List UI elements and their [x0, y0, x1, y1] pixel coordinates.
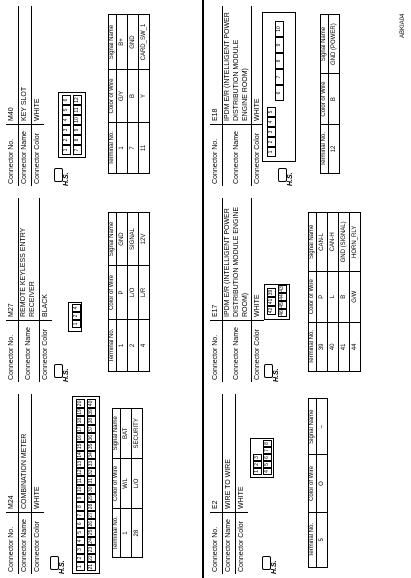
signal-table-e17	[308, 212, 361, 372]
label-connector-color: Connector Color	[252, 320, 264, 382]
connector-pin: 12	[73, 95, 82, 105]
signal-table-m40	[108, 14, 150, 174]
connector-pin: 19	[77, 409, 83, 415]
connector-pin: 46	[279, 310, 285, 316]
wire-color-cell: W/L	[121, 458, 132, 509]
connector-pin: 34	[88, 452, 94, 458]
connector-pin: 5	[267, 107, 276, 117]
signal-cell: HORN_RLY	[350, 213, 361, 272]
connector-header-m27	[6, 198, 52, 382]
connector-name-value: KEY SLOT	[21, 86, 28, 121]
connector-pin: 16	[77, 435, 83, 441]
connector-pin: 13	[77, 460, 83, 467]
label-connector-color: Connector Color	[40, 320, 52, 382]
connector-color-value: WHITE	[34, 486, 41, 509]
hs-symbol	[54, 166, 70, 186]
connector-pin: 18	[77, 417, 83, 424]
connector-name-value: COMBINATION METER	[21, 433, 28, 509]
connector-pin: 9	[73, 125, 82, 135]
col-terminal-no: Terminal No.	[109, 319, 117, 371]
wire-color-cell: O	[317, 455, 328, 512]
label-connector-no: Connector No.	[210, 320, 222, 382]
connector-name-value: IPDM E/R (INTELLIGENT POWER DISTRIBUTION MODULE ENGINE ROOM)	[224, 12, 249, 121]
connector-pin: 12	[77, 469, 83, 475]
figure-code: ABKIA04	[400, 13, 406, 38]
hs-symbol	[54, 362, 70, 382]
table-row	[121, 409, 132, 558]
connector-no-value: E17	[212, 304, 219, 317]
connector-pin: 30	[88, 486, 94, 493]
connector-pin: 9	[275, 37, 284, 53]
connector-pin: 22	[88, 555, 94, 561]
label-connector-color: Connector Color	[32, 124, 44, 186]
connector-pin: 3	[62, 125, 71, 135]
wire-color-cell: L/O	[128, 266, 139, 320]
terminal-cell: 40	[328, 322, 339, 371]
label-connector-name: Connector Name	[19, 512, 31, 574]
signal-cell: GND	[128, 15, 139, 70]
terminal-cell: 1	[117, 122, 128, 173]
label-connector-name: Connector Name	[223, 512, 235, 574]
label-connector-name: Connector Name	[223, 320, 251, 382]
signal-cell: –	[317, 399, 328, 455]
connector-pin: 24	[88, 538, 94, 544]
hs-label: H.S.	[63, 368, 70, 382]
wire-color-cell: B	[339, 271, 350, 322]
connector-pin: 42	[268, 307, 274, 314]
signal-cell: GND (SIGNAL)	[339, 213, 350, 272]
connector-pin: 40	[88, 400, 94, 407]
connector-pin: 25	[88, 529, 94, 536]
label-connector-no: Connector No.	[6, 124, 18, 186]
wire-color-cell: G/Y	[117, 70, 128, 123]
col-terminal-no: Terminal No.	[309, 322, 317, 371]
hs-symbol	[50, 554, 66, 574]
wire-color-cell: P	[317, 271, 328, 322]
connector-pin: 41	[268, 298, 274, 305]
wire-color-cell: L/O	[132, 458, 143, 509]
connector-pin: 7	[275, 69, 284, 85]
connector-pin: 37	[88, 426, 94, 432]
signal-cell: BAT	[121, 409, 132, 459]
connector-header-m40	[6, 6, 44, 186]
terminal-cell: 1	[117, 319, 128, 371]
connector-pin: 4	[263, 468, 272, 475]
connector-pin: 11	[73, 105, 82, 115]
connector-color-value: WHITE	[254, 294, 261, 317]
connector-pin: 5	[76, 528, 85, 537]
connector-pin: 28	[88, 503, 94, 510]
col-color-of-wire: Color of Wire	[309, 455, 317, 512]
connector-pin: 8	[275, 53, 284, 69]
connector-pin: 1	[267, 147, 276, 157]
col-color-of-wire: Color of Wire	[309, 271, 317, 322]
connector-no-value: E2	[212, 500, 219, 509]
hs-symbol	[278, 166, 294, 186]
table-row	[117, 213, 128, 372]
connector-pin: 1	[76, 562, 85, 571]
connector-pin: 2	[62, 135, 71, 145]
terminal-cell: 1	[121, 509, 132, 558]
connector-pin: 6	[275, 85, 284, 101]
connector-pin: 21	[88, 563, 94, 570]
signal-table-m27	[108, 212, 150, 372]
connector-pin: 10	[77, 486, 83, 493]
wire-color-cell: L/R	[139, 266, 150, 320]
connector-header-m24	[6, 394, 44, 574]
hs-label: H.S.	[273, 368, 280, 382]
connector-pin: 44	[279, 294, 285, 300]
connector-pin: 5	[263, 461, 272, 468]
connector-color-value: WHITE	[34, 98, 41, 121]
col-terminal-no: Terminal No.	[309, 512, 317, 567]
connector-pin: 38	[88, 417, 94, 424]
signal-cell: CAN-L	[317, 213, 328, 272]
connector-pin: 2	[72, 312, 81, 320]
connector-pin: 1	[253, 468, 262, 475]
connector-face-m27	[68, 302, 82, 332]
signal-cell: CARD_SW_1	[139, 15, 150, 70]
connector-pin: 35	[88, 443, 94, 450]
table-row	[139, 15, 150, 174]
connector-pin: 3	[267, 127, 276, 137]
connector-pin: 45	[279, 302, 285, 308]
connector-name-value: WIRE TO WIRE	[225, 459, 232, 509]
hs-symbol	[264, 362, 280, 382]
connector-pin: 4	[267, 117, 276, 127]
terminal-cell: 7	[128, 122, 139, 173]
label-connector-no: Connector No.	[6, 320, 18, 382]
terminal-cell: 5	[317, 512, 328, 567]
connector-pin: 8	[73, 135, 82, 145]
terminal-cell: 12	[329, 124, 340, 173]
connector-pin: 11	[77, 478, 83, 484]
wire-color-cell: Y	[139, 70, 150, 123]
col-color-of-wire: Color of Wire	[109, 266, 117, 320]
connector-no-value: E18	[212, 108, 219, 121]
connector-pin: 2	[76, 554, 85, 563]
label-connector-color: Connector Color	[236, 512, 248, 574]
connector-pin: 43	[279, 286, 285, 292]
signal-cell: GND	[117, 213, 128, 266]
col-terminal-no: Terminal No.	[109, 122, 117, 173]
connector-header-e2	[210, 394, 248, 574]
label-connector-name: Connector Name	[19, 124, 31, 186]
hs-label: H.S.	[287, 172, 294, 186]
terminal-cell: 4	[139, 319, 150, 371]
connector-pin: 36	[88, 435, 94, 441]
terminal-cell: 28	[132, 509, 143, 558]
connector-no-value: M24	[8, 495, 15, 509]
connector-name-value: REMOTE KEYLESS ENTRY RECEIVER	[20, 227, 36, 317]
connector-header-e18	[210, 6, 264, 186]
connector-pin: 27	[88, 512, 94, 518]
connector-pin: 3	[76, 545, 85, 554]
connector-pin: 5	[62, 105, 71, 115]
signal-cell: 12V	[139, 213, 150, 266]
col-color-of-wire: Color of Wire	[113, 458, 121, 509]
connector-pin: 7	[76, 511, 85, 520]
hs-label: H.S.	[59, 560, 66, 574]
connector-name-value: IPDM E/R (INTELLIGENT POWER DISTRIBUTION MODULE ENGINE ROOM)	[224, 206, 249, 317]
col-signal-name: Signal Name	[109, 213, 117, 266]
col-signal-name: Signal Name	[309, 213, 317, 272]
col-signal-name: Signal Name	[321, 15, 329, 74]
signal-table-e18	[320, 14, 340, 174]
connector-face-e18	[262, 12, 296, 162]
connector-pin: 14	[77, 452, 83, 458]
connector-pin: 32	[88, 469, 94, 475]
signal-table-m24	[112, 408, 143, 558]
table-row	[328, 213, 339, 372]
table-row	[350, 213, 361, 372]
connector-pin: 10	[73, 115, 82, 125]
table-row	[317, 399, 328, 568]
hs-label: H.S.	[271, 560, 278, 574]
table-row	[317, 213, 328, 372]
col-signal-name: Signal Name	[309, 399, 317, 455]
wire-color-cell: L	[328, 271, 339, 322]
connector-pin: 8	[76, 502, 85, 511]
signal-cell: CAN-H	[328, 213, 339, 272]
connector-pin: 9	[76, 494, 85, 503]
col-signal-name: Signal Name	[113, 409, 121, 459]
connector-color-value: WHITE	[254, 98, 261, 121]
table-row	[117, 15, 128, 174]
col-color-of-wire: Color of Wire	[321, 74, 329, 125]
connector-pin: 6	[62, 95, 71, 105]
connector-pin: 23	[88, 546, 94, 553]
table-row	[139, 213, 150, 372]
connector-pin: 1	[62, 145, 71, 155]
hs-label: H.S.	[63, 172, 70, 186]
connector-face-m40	[58, 92, 86, 158]
connector-pin: 7	[263, 447, 272, 454]
wire-color-cell: B	[329, 74, 340, 125]
connector-face-e2	[250, 438, 274, 478]
connector-pin: 33	[88, 460, 94, 467]
connector-pin: 26	[88, 520, 94, 527]
connector-pin: 6	[263, 454, 272, 461]
connector-pin: 39	[268, 289, 274, 296]
connector-pin: 3	[253, 454, 262, 461]
connector-pin: 17	[77, 426, 83, 432]
table-row	[329, 15, 340, 174]
label-connector-color: Connector Color	[32, 512, 44, 574]
connector-pin: 2	[267, 137, 276, 147]
connector-pin: 29	[88, 495, 94, 501]
terminal-cell: 2	[128, 319, 139, 371]
signal-cell: SIGNAL	[128, 213, 139, 266]
connector-pin: 20	[77, 400, 83, 407]
label-connector-no: Connector No.	[210, 124, 222, 186]
connector-pin: 2	[253, 461, 262, 468]
connector-pin: 1	[72, 320, 81, 328]
connector-pin: 4	[72, 304, 81, 312]
wire-color-cell: P	[117, 266, 128, 320]
connector-pin: 15	[77, 443, 83, 450]
terminal-cell: 44	[350, 322, 361, 371]
connector-color-value: BLACK	[42, 294, 49, 317]
table-row	[339, 213, 350, 372]
connector-pin: 10	[275, 21, 284, 37]
label-connector-name: Connector Name	[223, 124, 251, 186]
connector-pin: 31	[88, 477, 94, 484]
table-row	[132, 409, 143, 558]
signal-cell: GND (POWER)	[329, 15, 340, 74]
connector-pin: 4	[76, 537, 85, 546]
connector-pin: 7	[73, 145, 82, 155]
terminal-cell: 39	[317, 322, 328, 371]
signal-cell: SECURITY	[132, 409, 143, 459]
connector-face-m24	[72, 396, 100, 574]
connector-color-value: WHITE	[238, 486, 245, 509]
table-row	[128, 15, 139, 174]
col-terminal-no: Terminal No.	[321, 124, 329, 173]
connector-no-value: M27	[8, 303, 15, 317]
terminal-cell: 11	[139, 122, 150, 173]
col-signal-name: Signal Name	[109, 15, 117, 70]
connector-pin: 8	[263, 440, 272, 447]
terminal-cell: 41	[339, 322, 350, 371]
label-connector-name: Connector Name	[19, 320, 39, 382]
label-connector-no: Connector No.	[6, 512, 18, 574]
hs-symbol	[262, 554, 278, 574]
col-terminal-no: Terminal No.	[113, 509, 121, 558]
connector-pin: 4	[62, 115, 71, 125]
col-color-of-wire: Color of Wire	[109, 70, 117, 123]
section-divider	[202, 0, 204, 578]
label-connector-no: Connector No.	[210, 512, 222, 574]
table-row	[128, 213, 139, 372]
signal-table-e2	[308, 398, 328, 568]
wire-color-cell: B	[128, 70, 139, 123]
label-connector-color: Connector Color	[252, 124, 264, 186]
connector-pin: 6	[76, 519, 85, 528]
connector-face-e17	[264, 284, 290, 320]
connector-header-e17	[210, 198, 264, 382]
connector-no-value: M40	[8, 107, 15, 121]
signal-cell: B+	[117, 15, 128, 70]
connector-pin: 39	[88, 409, 94, 415]
wire-color-cell: G/W	[350, 271, 361, 322]
